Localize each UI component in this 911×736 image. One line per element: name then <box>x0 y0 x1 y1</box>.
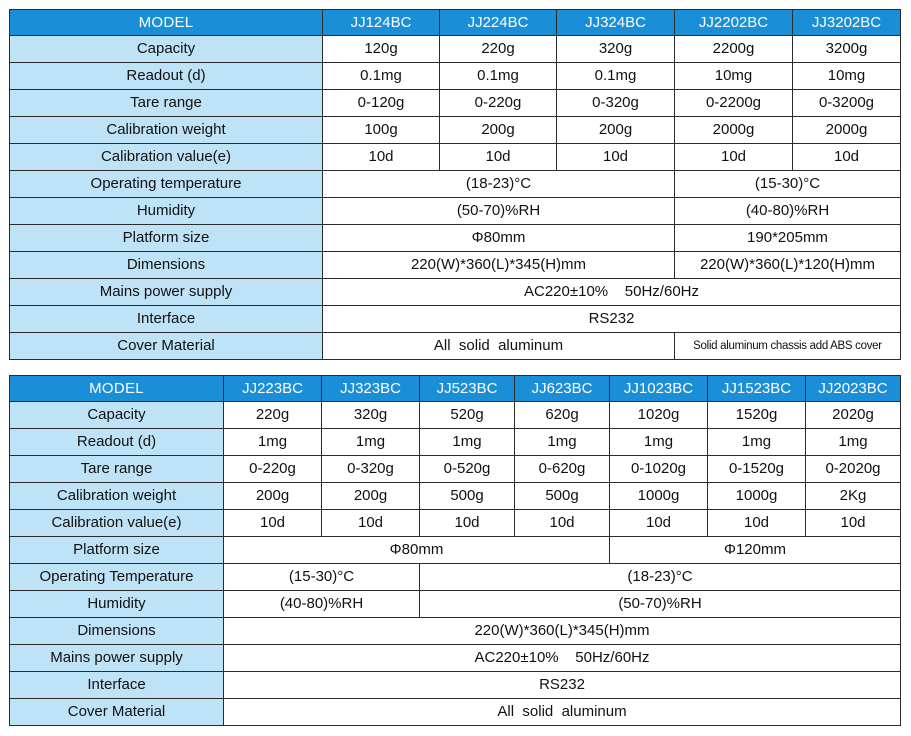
model-cell: JJ3202BC <box>793 10 901 36</box>
value-cell: 10d <box>675 144 793 171</box>
value-cell: Φ80mm <box>323 225 675 252</box>
value-cell: All solid aluminum <box>323 333 675 360</box>
value-cell: 10d <box>610 510 708 537</box>
value-cell: 10d <box>708 510 806 537</box>
value-cell: 0.1mg <box>557 63 675 90</box>
value-cell: RS232 <box>323 306 901 333</box>
value-cell: Φ80mm <box>224 537 610 564</box>
model-cell: JJ323BC <box>322 376 420 402</box>
value-cell: 220(W)*360(L)*345(H)mm <box>224 618 901 645</box>
value-cell: 0-220g <box>440 90 557 117</box>
spec-table-2 <box>9 375 901 726</box>
value-cell: 1mg <box>515 429 610 456</box>
row-label: Operating temperature <box>10 171 323 198</box>
table-row <box>10 429 901 456</box>
value-cell: All solid aluminum <box>224 699 901 726</box>
value-cell: 3200g <box>793 36 901 63</box>
value-cell: 0-520g <box>420 456 515 483</box>
value-cell: 2000g <box>793 117 901 144</box>
value-cell: 620g <box>515 402 610 429</box>
table-row <box>10 672 901 699</box>
table-row <box>10 645 901 672</box>
value-cell: 1mg <box>806 429 901 456</box>
value-cell: 220(W)*360(L)*120(H)mm <box>675 252 901 279</box>
row-label: Dimensions <box>10 618 224 645</box>
table-row <box>10 36 901 63</box>
row-label: Cover Material <box>10 699 224 726</box>
table-row <box>10 618 901 645</box>
value-cell: RS232 <box>224 672 901 699</box>
value-cell: 10mg <box>793 63 901 90</box>
value-cell: 120g <box>323 36 440 63</box>
value-cell: 220(W)*360(L)*345(H)mm <box>323 252 675 279</box>
value-cell: (40-80)%RH <box>224 591 420 618</box>
value-cell: 0-2020g <box>806 456 901 483</box>
model-cell: JJ523BC <box>420 376 515 402</box>
value-cell: 1mg <box>708 429 806 456</box>
model-header: MODEL <box>10 376 224 402</box>
row-label: Calibration value(e) <box>10 510 224 537</box>
table-row <box>10 333 901 360</box>
value-cell: 320g <box>557 36 675 63</box>
value-cell: 1000g <box>708 483 806 510</box>
value-cell: 0-220g <box>224 456 322 483</box>
spec-table-1 <box>9 9 901 360</box>
table-row <box>10 90 901 117</box>
value-cell: 190*205mm <box>675 225 901 252</box>
value-cell: 200g <box>440 117 557 144</box>
value-cell: 1520g <box>708 402 806 429</box>
table-row <box>10 144 901 171</box>
value-cell: 0.1mg <box>323 63 440 90</box>
row-label: Calibration weight <box>10 483 224 510</box>
model-cell: JJ124BC <box>323 10 440 36</box>
row-label: Mains power supply <box>10 279 323 306</box>
table-row <box>10 510 901 537</box>
row-label: Interface <box>10 306 323 333</box>
value-cell: 0-320g <box>322 456 420 483</box>
value-cell: 10d <box>322 510 420 537</box>
value-cell: 200g <box>557 117 675 144</box>
table-row <box>10 402 901 429</box>
value-cell: 1000g <box>610 483 708 510</box>
value-cell: 0-2200g <box>675 90 793 117</box>
model-cell: JJ1023BC <box>610 376 708 402</box>
value-cell: 100g <box>323 117 440 144</box>
table-row <box>10 564 901 591</box>
model-cell: JJ324BC <box>557 10 675 36</box>
row-label: Capacity <box>10 402 224 429</box>
value-cell: 10d <box>793 144 901 171</box>
row-label: Calibration weight <box>10 117 323 144</box>
value-cell: 0-3200g <box>793 90 901 117</box>
value-cell: 10d <box>806 510 901 537</box>
value-cell: 1mg <box>224 429 322 456</box>
value-cell: 10d <box>323 144 440 171</box>
value-cell: 0.1mg <box>440 63 557 90</box>
row-label: Platform size <box>10 537 224 564</box>
model-cell: JJ1523BC <box>708 376 806 402</box>
model-header: MODEL <box>10 10 323 36</box>
value-cell: 0-120g <box>323 90 440 117</box>
value-cell: 2200g <box>675 36 793 63</box>
header-row <box>10 10 901 36</box>
row-label: Humidity <box>10 198 323 225</box>
value-cell: 10d <box>440 144 557 171</box>
row-label: Interface <box>10 672 224 699</box>
value-cell: 10d <box>557 144 675 171</box>
row-label: Dimensions <box>10 252 323 279</box>
value-cell: 10d <box>515 510 610 537</box>
row-label: Capacity <box>10 36 323 63</box>
row-label: Calibration value(e) <box>10 144 323 171</box>
table-row <box>10 699 901 726</box>
value-cell: 320g <box>322 402 420 429</box>
value-cell: 500g <box>420 483 515 510</box>
value-cell: 10d <box>224 510 322 537</box>
table-row <box>10 225 901 252</box>
row-label: Tare range <box>10 456 224 483</box>
value-cell: 220g <box>224 402 322 429</box>
value-cell: 200g <box>224 483 322 510</box>
value-cell: Φ120mm <box>610 537 901 564</box>
value-cell: 0-1520g <box>708 456 806 483</box>
row-label: Humidity <box>10 591 224 618</box>
value-cell: (50-70)%RH <box>323 198 675 225</box>
value-cell: (18-23)°C <box>420 564 901 591</box>
model-cell: JJ224BC <box>440 10 557 36</box>
row-label: Readout (d) <box>10 429 224 456</box>
value-cell: 500g <box>515 483 610 510</box>
model-cell: JJ623BC <box>515 376 610 402</box>
table-row <box>10 537 901 564</box>
table-row <box>10 117 901 144</box>
row-label: Mains power supply <box>10 645 224 672</box>
value-cell: (18-23)°C <box>323 171 675 198</box>
table-row <box>10 171 901 198</box>
value-cell: 200g <box>322 483 420 510</box>
value-cell: 10d <box>420 510 515 537</box>
table-row <box>10 306 901 333</box>
model-cell: JJ2023BC <box>806 376 901 402</box>
value-cell: 2020g <box>806 402 901 429</box>
table-row <box>10 198 901 225</box>
row-label: Tare range <box>10 90 323 117</box>
table-row <box>10 591 901 618</box>
value-cell: AC220±10% 50Hz/60Hz <box>224 645 901 672</box>
value-cell: 220g <box>440 36 557 63</box>
model-cell: JJ2202BC <box>675 10 793 36</box>
value-cell: (15-30)°C <box>224 564 420 591</box>
row-label: Platform size <box>10 225 323 252</box>
value-cell: AC220±10% 50Hz/60Hz <box>323 279 901 306</box>
value-cell: 0-1020g <box>610 456 708 483</box>
value-cell: 1mg <box>610 429 708 456</box>
value-cell: 1mg <box>420 429 515 456</box>
value-cell: 2Kg <box>806 483 901 510</box>
table-row <box>10 252 901 279</box>
value-cell: (15-30)°C <box>675 171 901 198</box>
table-row <box>10 483 901 510</box>
value-cell: 520g <box>420 402 515 429</box>
table-row <box>10 63 901 90</box>
value-cell: 1020g <box>610 402 708 429</box>
value-cell: Solid aluminum chassis add ABS cover <box>675 333 901 360</box>
header-row <box>10 376 901 402</box>
value-cell: 2000g <box>675 117 793 144</box>
model-cell: JJ223BC <box>224 376 322 402</box>
value-cell: 0-320g <box>557 90 675 117</box>
table-row <box>10 279 901 306</box>
row-label: Readout (d) <box>10 63 323 90</box>
value-cell: (40-80)%RH <box>675 198 901 225</box>
value-cell: (50-70)%RH <box>420 591 901 618</box>
value-cell: 10mg <box>675 63 793 90</box>
value-cell: 1mg <box>322 429 420 456</box>
row-label: Cover Material <box>10 333 323 360</box>
value-cell: 0-620g <box>515 456 610 483</box>
table-row <box>10 456 901 483</box>
row-label: Operating Temperature <box>10 564 224 591</box>
